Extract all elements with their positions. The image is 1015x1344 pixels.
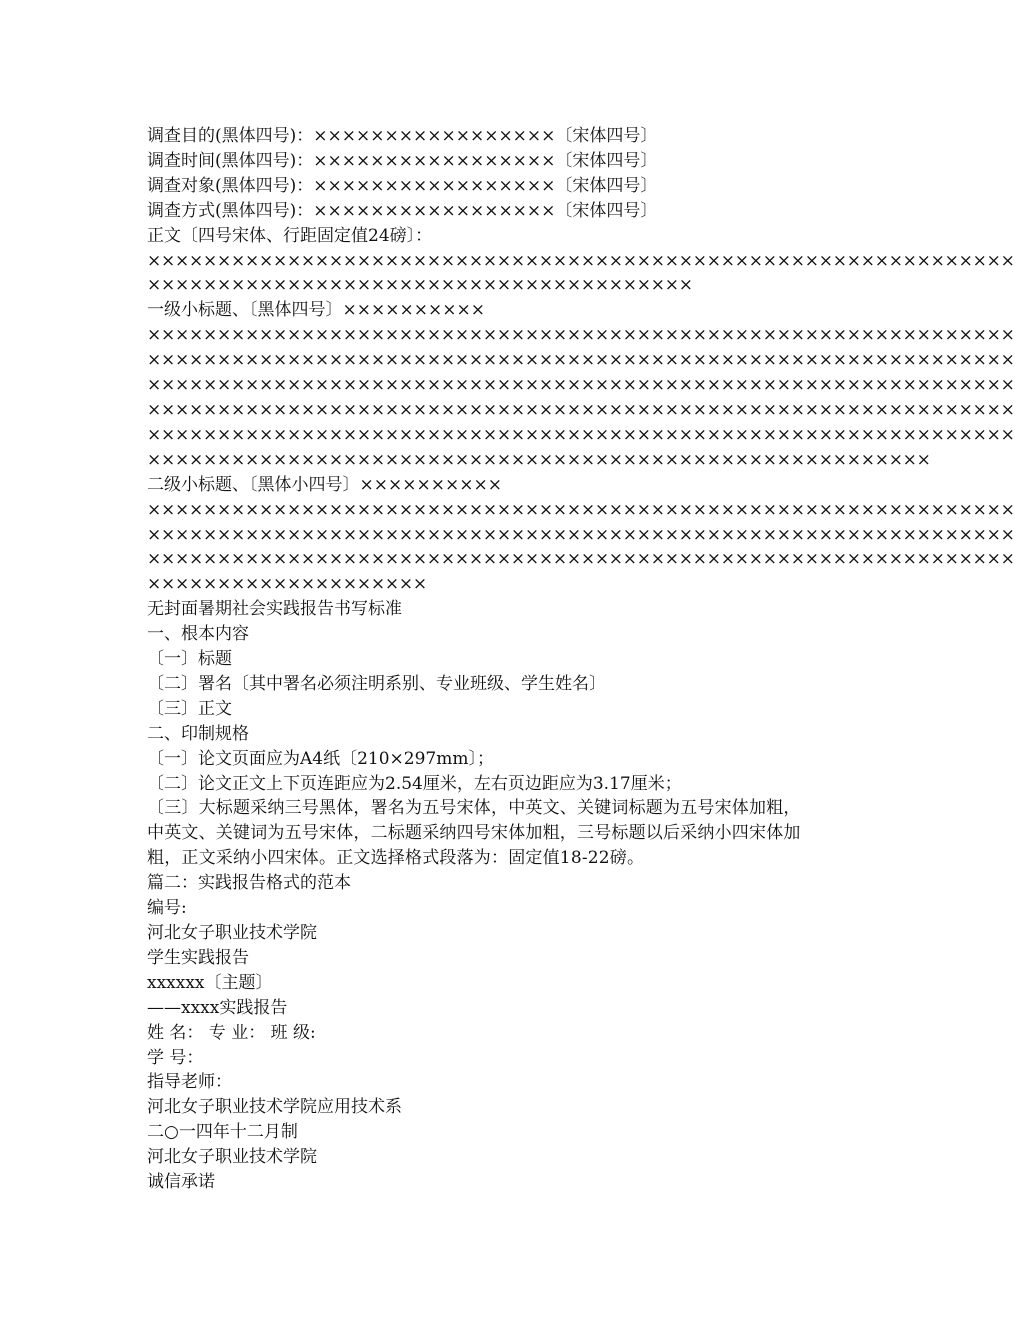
survey-purpose: 调查目的(黑体四号)：×××××××××××××××××〔宋体四号〕 — [147, 126, 658, 146]
body-placeholder-row: ××××××××××××××××××××××××××××××××××××××× — [147, 275, 693, 296]
heading1-label: 一级小标题、〔黑体四号〕×××××××××× — [147, 300, 485, 321]
spec-typography: 〔三〕大标题采纳三号黑体，署名为五号宋体，中英文、关键词标题为五号宋体加粗，中英文、关键词为五号宋体，二标题采纳四号宋体加粗，三号标题以后采纳小四宋体加粗，正文采纳小四宋体。正文选择格式段落为：固定值18-22磅。 — [147, 798, 801, 869]
sample-student-id: 学 号： — [147, 1047, 204, 1068]
heading1-placeholder-row: ×××××××××××××××××××××××××××××××××××××××××××××××××××××××××××××× — [147, 424, 1015, 445]
heading1-placeholder-row: ×××××××××××××××××××××××××××××××××××××××××××××××××××××××××××××× — [147, 325, 1015, 346]
sample-school: 河北女子职业技术学院 — [147, 923, 317, 943]
heading2-placeholder-row: ×××××××××××××××××××× — [147, 574, 427, 595]
sample-department: 河北女子职业技术学院应用技术系 — [147, 1097, 402, 1118]
heading2-placeholder-row: ×××××××××××××××××××××××××××××××××××××××××××××××××××××××××××××× — [147, 499, 1015, 520]
sample-name-line: 姓 名： 专 业： 班 级: — [147, 1022, 316, 1043]
heading2-label: 二级小标题、〔黑体小四号〕×××××××××× — [147, 474, 502, 495]
heading1-placeholder-row: ×××××××××××××××××××××××××××××××××××××××××××××××××××××××××××××× — [147, 350, 1015, 371]
heading1-placeholder-row: ×××××××××××××××××××××××××××××××××××××××××××××××××××××××××××××× — [147, 399, 1015, 420]
sample-heading: 篇二：实践报告格式的范本 — [147, 873, 351, 894]
sample-number: 编号: — [147, 898, 187, 919]
content-item-body: 〔三〕正文 — [147, 698, 232, 719]
standard-title: 无封面暑期社会实践报告书写标准 — [147, 599, 402, 620]
content-item-title: 〔一〕标题 — [147, 649, 232, 670]
sample-advisor: 指导老师： — [147, 1072, 232, 1093]
spec-margins: 〔二〕论文正文上下页连距应为2.54厘米，左右页边距应为3.17厘米； — [147, 773, 682, 794]
survey-method: 调查方式(黑体四号)：×××××××××××××××××〔宋体四号〕 — [147, 200, 658, 221]
sample-topic: xxxxxx〔主题〕 — [147, 972, 273, 993]
sample-subtitle: ——xxxx实践报告 — [147, 997, 288, 1018]
sample-school-repeat: 河北女子职业技术学院 — [147, 1147, 317, 1168]
survey-subject: 调查对象(黑体四号)：×××××××××××××××××〔宋体四号〕 — [147, 175, 658, 196]
heading1-placeholder-row: ×××××××××××××××××××××××××××××××××××××××××××××××××××××××× — [147, 449, 931, 470]
section-print-spec: 二、印制规格 — [147, 723, 249, 744]
sample-pledge: 诚信承诺 — [147, 1172, 215, 1193]
content-item-signature: 〔二〕署名〔其中署名必须注明系别、专业班级、学生姓名〕 — [147, 673, 606, 694]
section-basic-content: 一、根本内容 — [147, 624, 249, 645]
spec-page-size: 〔一〕论文页面应为A4纸〔210×297mm〕； — [147, 748, 494, 769]
survey-time: 调查时间(黑体四号)：×××××××××××××××××〔宋体四号〕 — [147, 150, 658, 171]
document-page — [147, 124, 1015, 1195]
body-label: 正文〔四号宋体、行距固定值24磅〕： — [147, 225, 433, 246]
sample-date: 二○一四年十二月制 — [147, 1122, 298, 1143]
heading2-placeholder-row: ×××××××××××××××××××××××××××××××××××××××××××××××××××××××××××××× — [147, 524, 1015, 545]
heading1-placeholder-row: ×××××××××××××××××××××××××××××××××××××××××××××××××××××××××××××× — [147, 375, 1015, 396]
sample-report-title: 学生实践报告 — [147, 947, 249, 968]
body-placeholder-row: ×××××××××××××××××××××××××××××××××××××××××××××××××××××××××××××× — [147, 250, 1015, 271]
heading2-placeholder-row: ×××××××××××××××××××××××××××××××××××××××××××××××××××××××××××××× — [147, 549, 1015, 570]
